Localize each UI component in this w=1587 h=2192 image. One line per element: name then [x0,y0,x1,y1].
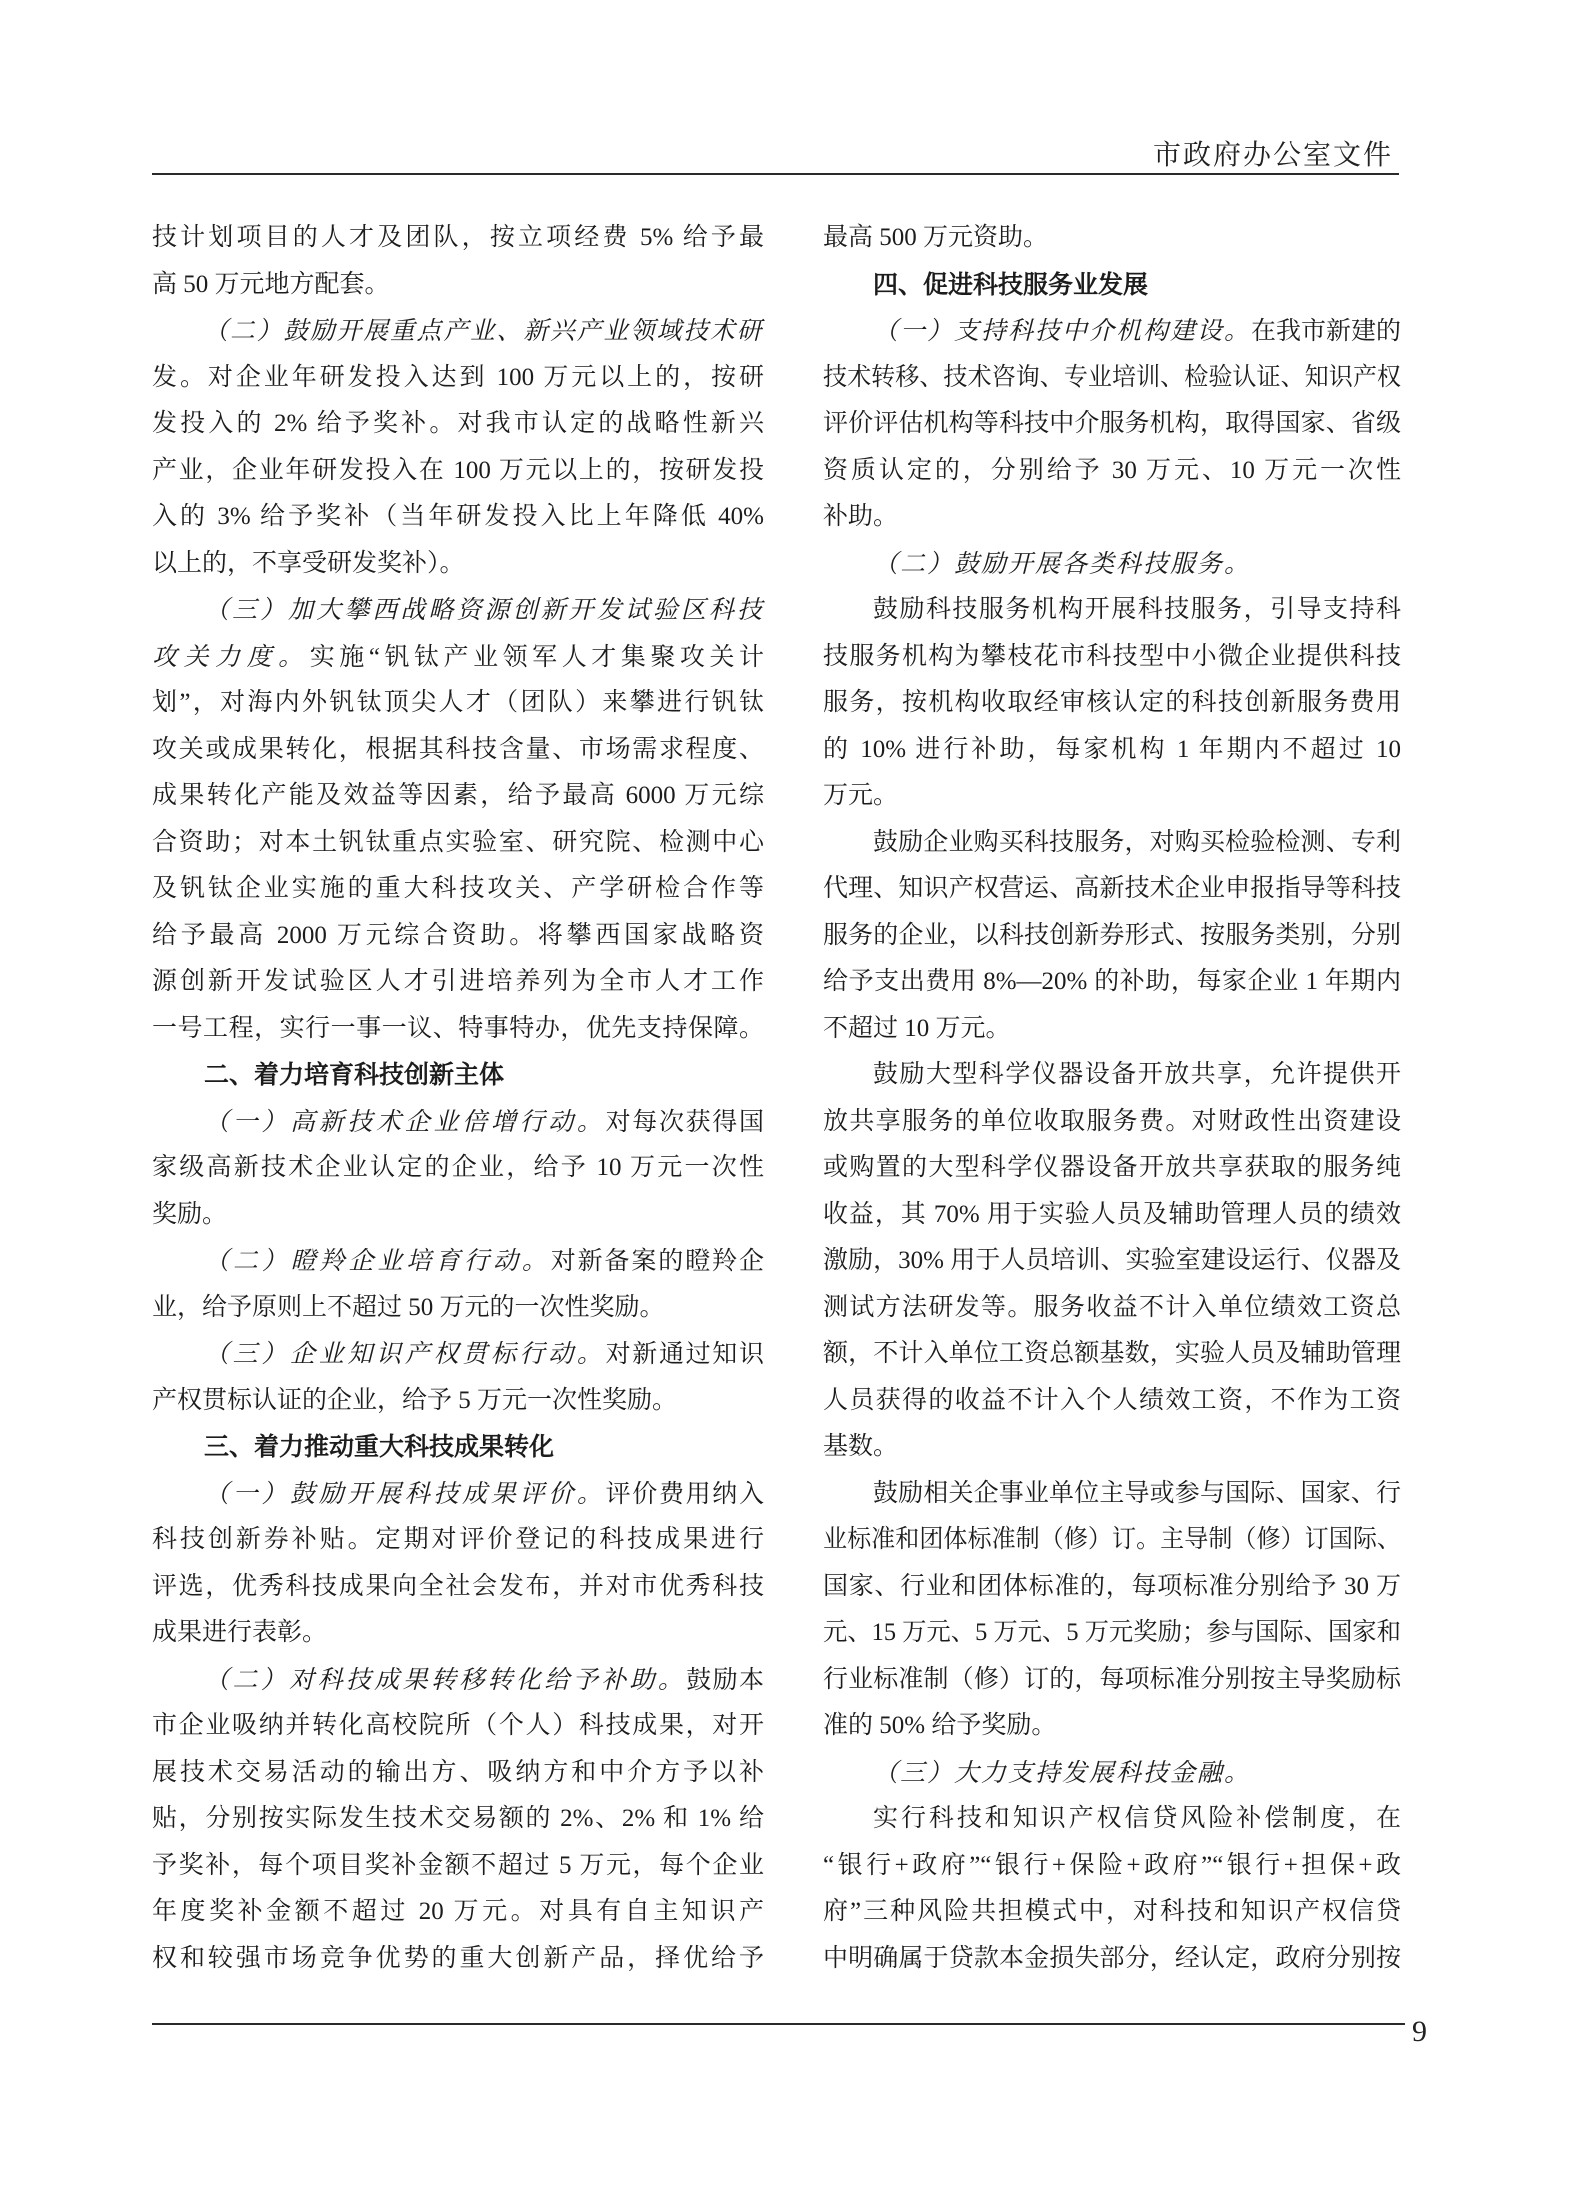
body-text-line [152,1152,764,1199]
body-text-line [152,222,764,269]
subsection-line [152,641,764,688]
subsection-line [152,1338,764,1385]
body-text-line [152,408,764,455]
line-text: 市企业吸纳并转化高校院所（个人）科技成果，对开 [152,1712,764,1739]
line-text: 技服务机构为攀枝花市科技型中小微企业提供科技 [823,642,1401,670]
line-text: 予奖补，每个项目奖补金额不超过 5 万元，每个企业 [152,1851,764,1879]
line-text: 成果转化产能及效益等因素，给予最高 6000 万元综 [152,782,764,809]
body-text-line [823,1013,1401,1060]
body-text-line [823,1431,1401,1478]
body-text-line [823,501,1401,548]
line-text: 源创新开发试验区人才引进培养列为全市人才工作 [152,968,764,995]
line-text: 展技术交易活动的输出方、吸纳方和中介方予以补 [152,1758,764,1786]
line-text: 产业，企业年研发投入在 100 万元以上的，按研发投 [152,456,764,484]
line-text: 二、着力培育科技创新主体 [204,1060,505,1089]
line-text: 高 50 万元地方配套。 [152,270,390,298]
body-text-line [152,1896,764,1943]
line-text: 鼓励本 [686,1666,765,1694]
subsection-line [152,1664,764,1711]
body-text-line [823,687,1401,734]
body-text-line [823,1152,1401,1199]
line-text: 业，给予原则上不超过 50 万元的一次性奖励。 [152,1293,665,1321]
subsection-line [823,548,1401,595]
body-text-line [152,1571,764,1618]
right-text-column [823,222,1401,1989]
line-text: 成果进行表彰。 [152,1619,328,1646]
body-text-line [152,827,764,874]
body-text-line [823,1850,1401,1897]
line-text: 府”三种风险共担模式中，对科技和知识产权信贷 [823,1898,1401,1925]
line-text: 贴，分别按实际发生技术交易额的 2%、2% 和 1% 给 [152,1805,764,1832]
subsection-title: （三）大力支持发展科技金融。 [873,1757,1252,1787]
line-text: 测试方法研发等。服务收益不计入单位绩效工资总 [823,1293,1401,1321]
subsection-line [823,1757,1401,1804]
subsection-line [152,1106,764,1153]
subsection-line [152,1478,764,1525]
body-text-line [823,1338,1401,1385]
subsection-title: （一）鼓励开展科技成果评价。 [204,1478,606,1508]
line-text: 合资助；对本土钒钛重点实验室、研究院、检测中心 [152,828,764,856]
line-text: 实行科技和知识产权信贷风险补偿制度，在 [873,1805,1401,1832]
line-text: 家级高新技术企业认定的企业，给予 10 万元一次性 [152,1154,764,1181]
body-text-line [823,873,1401,920]
body-text-line [152,1385,764,1432]
body-text-line [823,1199,1401,1246]
line-text: 评价费用纳入 [605,1480,764,1508]
body-text-line [152,1943,764,1990]
body-text-line [823,1664,1401,1711]
subsection-title: （二）鼓励开展各类科技服务。 [873,548,1252,578]
body-text-line [152,687,764,734]
body-text-line [152,548,764,595]
body-text-line [823,780,1401,827]
header-rule [152,173,1399,175]
body-text-line [152,1710,764,1757]
line-text: 一号工程，实行一事一议、特事特办，优先支持保障。 [152,1014,764,1042]
line-text: 科技创新券补贴。定期对评价登记的科技成果进行 [152,1526,764,1553]
subsection-title: （三）加大攀西战略资源创新开发试验区科技 [204,595,764,624]
body-text-line [823,1943,1401,1990]
body-text-line [152,269,764,316]
body-text-line [823,920,1401,967]
line-text: 中明确属于贷款本金损失部分，经认定，政府分别按 [823,1944,1401,1972]
line-text: 额，不计入单位工资总额基数，实验人员及辅助管理 [823,1340,1401,1367]
line-text: 鼓励科技服务机构开展科技服务，引导支持科 [873,596,1401,623]
body-text-line [823,1896,1401,1943]
line-text: 给予最高 2000 万元综合资助。将攀西国家战略资 [152,921,764,949]
line-text: 评价评估机构等科技中介服务机构，取得国家、省级 [823,410,1401,437]
line-text: 攻关或成果转化，根据其科技含量、市场需求程度、 [152,735,764,763]
line-text: 业标准和团体标准制（修）订。主导制（修）订国际、 [823,1526,1401,1553]
line-text: 四、促进科技服务业发展 [873,269,1149,299]
line-text: 技术转移、技术咨询、专业培训、检验认证、知识产权 [823,363,1401,391]
body-text-line [823,1617,1401,1664]
subsection-title: （二）对科技成果转移转化给予补助。 [204,1664,687,1694]
line-text: 鼓励企业购买科技服务，对购买检验检测、专利 [873,828,1401,856]
line-text: 不超过 10 万元。 [823,1014,1011,1042]
body-text-line [823,1385,1401,1432]
body-text-line [823,1803,1401,1850]
line-text: 代理、知识产权营运、高新技术企业申报指导等科技 [823,875,1401,902]
line-text: 对新备案的瞪羚企 [550,1248,764,1275]
line-text: 资质认定的，分别给予 30 万元、10 万元一次性 [823,456,1401,484]
line-text: 服务，按机构收取经审核认定的科技创新服务费用 [823,689,1401,716]
line-text: 服务的企业，以科技创新券形式、按服务类别，分别 [823,921,1401,949]
line-text: 人员获得的收益不计入个人绩效工资，不作为工资 [823,1386,1401,1414]
body-text-line [823,362,1401,409]
body-text-line [823,966,1401,1013]
body-text-line [152,1199,764,1246]
line-text: 对新通过知识 [605,1341,764,1368]
line-text: 发投入的 2% 给予奖补。对我市认定的战略性新兴 [152,410,764,437]
left-text-column [152,222,764,1989]
line-text: 划”，对海内外钒钛顶尖人才（团队）来攀进行钒钛 [152,689,764,716]
body-text-line [823,455,1401,502]
line-text: 入的 3% 给予奖补（当年研发投入比上年降低 40% [152,503,764,530]
line-text: 给予支出费用 8%—20% 的补助，每家企业 1 年期内 [823,968,1401,995]
body-text-line [823,1245,1401,1292]
body-text-line [823,1478,1401,1525]
body-text-line [152,780,764,827]
body-text-line [152,1524,764,1571]
line-text: 技计划项目的人才及团队，按立项经费 5% 给予最 [152,224,764,251]
subsection-title: 攻关力度。 [152,641,310,671]
line-text: 或购置的大型科学仪器设备开放共享获取的服务纯 [823,1154,1401,1181]
line-text: 的 10% 进行补助，每家机构 1 年期内不超过 10 [823,735,1401,763]
line-text: 激励，30% 用于人员培训、实验室建设运行、仪器及 [823,1247,1401,1274]
body-text-line [152,1292,764,1339]
line-text: 年度奖补金额不超过 20 万元。对具有自主知识产 [152,1898,764,1925]
body-text-line [152,1013,764,1060]
body-text-line [823,827,1401,874]
line-text: 国家、行业和团体标准的，每项标准分别给予 30 万 [823,1572,1401,1600]
line-text: 实施“钒钛产业领军人才集聚攻关计 [309,643,764,671]
subsection-line [152,315,763,362]
subsection-title: （一）支持科技中介机构建设。 [872,316,1251,345]
subsection-title: （二）瞪羚企业培育行动。 [204,1246,551,1275]
line-text: 基数。 [823,1433,899,1460]
body-text-line [823,734,1401,781]
subsection-title: （一）高新技术企业倍增行动。 [204,1106,606,1136]
line-text: 在我市新建的 [1250,318,1401,345]
body-text-line [152,873,764,920]
subsection-title: （三）企业知识产权贯标行动。 [204,1339,606,1368]
body-text-line [152,501,764,548]
subsection-line [152,1245,764,1292]
body-text-line [152,920,764,967]
line-text: 行业标准制（修）订的，每项标准分别按主导奖励标 [823,1665,1401,1693]
line-text: 准的 50% 给予奖励。 [823,1712,1057,1739]
body-text-line [823,408,1401,455]
running-header-title: 市政府办公室文件 [1153,138,1394,171]
page-number: 9 [1412,2015,1427,2048]
body-text-line [152,1617,764,1664]
line-text: 最高 500 万元资助。 [823,224,1049,251]
section-heading [152,1431,764,1478]
section-heading [152,1059,764,1106]
body-text-line [152,1850,764,1897]
line-text: 奖励。 [152,1200,228,1228]
line-text: 万元。 [823,782,899,809]
line-text: 元、15 万元、5 万元、5 万元奖励；参与国际、国家和 [823,1619,1401,1646]
body-text-line [152,455,764,502]
line-text: 补助。 [823,503,899,530]
body-text-line [152,966,764,1013]
body-text-line [823,641,1401,688]
body-text-line [152,734,764,781]
body-text-line [823,1571,1401,1618]
line-text: 对每次获得国 [605,1108,764,1136]
line-text: 发。对企业年研发投入达到 100 万元以上的，按研 [152,363,764,391]
body-text-line [152,1757,764,1804]
line-text: 以上的，不享受研发奖补）。 [152,549,465,577]
line-text: “银行+政府”“银行+保险+政府”“银行+担保+政 [823,1851,1401,1879]
subsection-title: （二）鼓励开展重点产业、新兴产业领域技术研 [203,316,764,345]
body-text-line [823,1710,1401,1757]
line-text: 评选，优秀科技成果向全社会发布，并对市优秀科技 [152,1572,764,1600]
section-heading [823,269,1401,316]
subsection-line [152,594,764,641]
line-text: 三、着力推动重大科技成果转化 [204,1432,555,1461]
body-text-line [823,1292,1401,1339]
line-text: 鼓励大型科学仪器设备开放共享，允许提供开 [873,1061,1401,1088]
line-text: 权和较强市场竞争优势的重大创新产品，择优给予 [152,1944,764,1972]
body-text-line [823,594,1401,641]
body-text-line [823,1059,1401,1106]
body-text-line [152,362,764,409]
body-text-line [823,1524,1401,1571]
body-text-line [152,1803,764,1850]
line-text: 产权贯标认证的企业，给予 5 万元一次性奖励。 [152,1386,678,1414]
line-text: 鼓励相关企事业单位主导或参与国际、国家、行 [873,1479,1401,1507]
body-text-line [823,222,1401,269]
line-text: 放共享服务的单位收取服务费。对财政性出资建设 [823,1107,1401,1135]
line-text: 及钒钛企业实施的重大科技攻关、产学研检合作等 [152,875,764,902]
line-text: 收益，其 70% 用于实验人员及辅助管理人员的绩效 [823,1200,1401,1228]
body-text-line [823,1106,1401,1153]
subsection-line [823,315,1401,362]
footer-rule [152,2023,1405,2025]
